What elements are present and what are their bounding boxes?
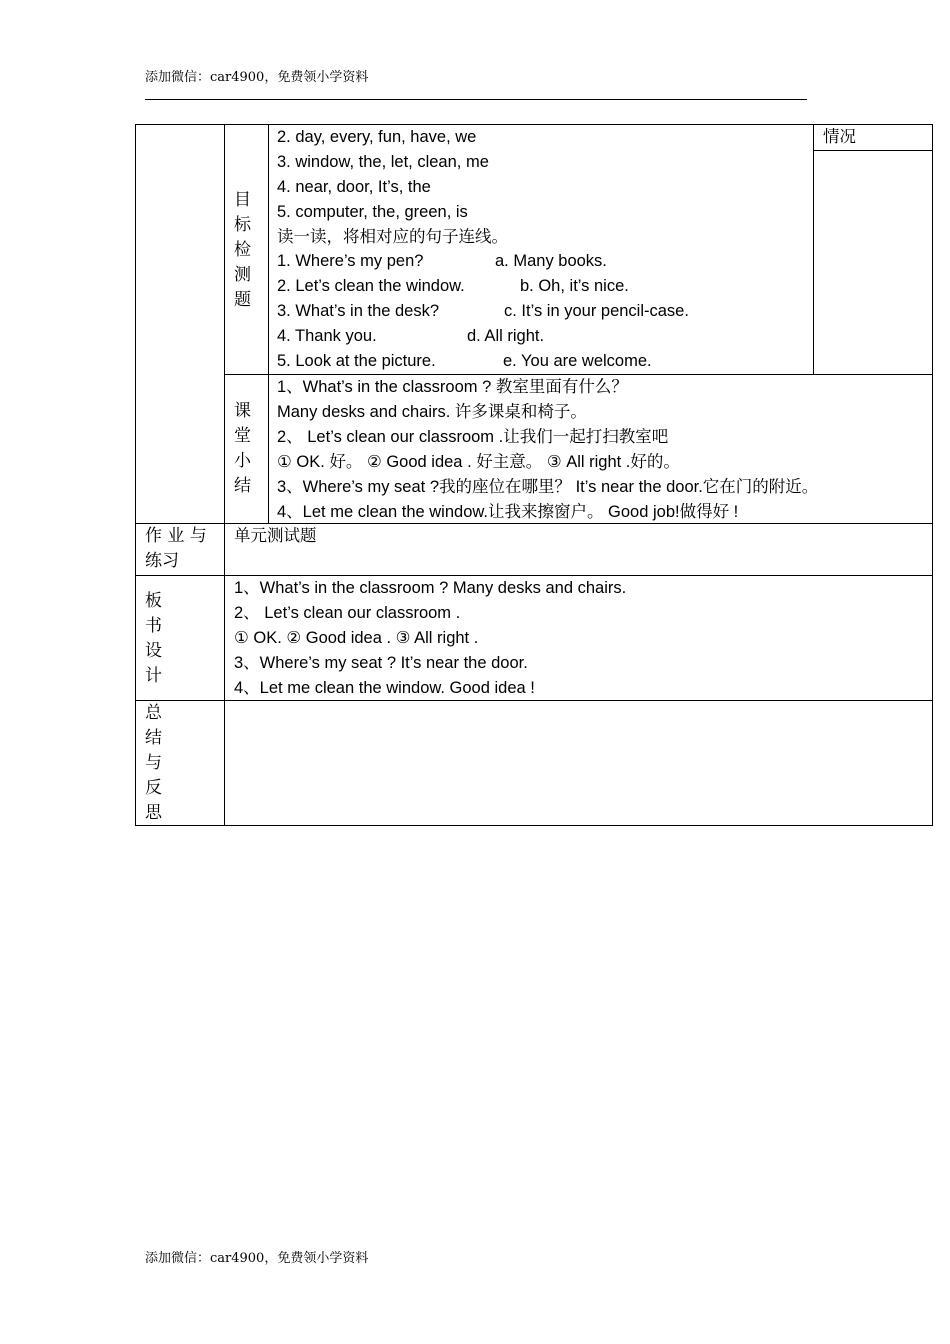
- header-note: 添加微信：car4900，免费领小学资料: [145, 70, 369, 85]
- target-test-line: 4. near, door, It’s, the: [277, 178, 431, 196]
- header-divider: [145, 99, 807, 100]
- target-test-label: 目 标 检 测 题: [234, 190, 251, 310]
- target-test-line: 3. window, the, let, clean, me: [277, 153, 489, 171]
- board-design-content-cell: [224, 575, 933, 701]
- board-line: 4、Let me clean the window. Good idea !: [234, 679, 535, 697]
- reflection-label: 总 结 与 反 思: [145, 703, 162, 823]
- footer-note: 添加微信：car4900，免费领小学资料: [145, 1251, 369, 1266]
- summary-line: ① OK. 好。 ② Good idea . 好主意。 ③ All right .好的。: [277, 453, 680, 471]
- homework-label-cell: [135, 523, 225, 576]
- homework-label-line1: 作 业 与: [145, 526, 207, 546]
- summary-line: 1、What’s in the classroom ? 教室里面有什么？: [277, 378, 628, 396]
- target-test-label-cell: [224, 124, 269, 375]
- board-design-label-cell: [135, 575, 225, 701]
- matching-left: 4. Thank you.: [277, 327, 377, 345]
- class-summary-content-cell: [268, 374, 933, 524]
- target-test-line: 5. computer, the, green, is: [277, 203, 468, 221]
- reflection-label-cell: [135, 700, 225, 826]
- status-label: 情况: [823, 127, 856, 146]
- board-line: 2、 Let’s clean our classroom .: [234, 604, 461, 622]
- reflection-content-cell: [224, 700, 933, 826]
- class-summary-label: 课 堂 小 结: [234, 401, 251, 496]
- target-test-line: 2. day, every, fun, have, we: [277, 128, 477, 146]
- homework-content: 单元测试题: [234, 526, 317, 545]
- status-header-cell: [813, 124, 933, 151]
- homework-label-line2: 练习: [145, 551, 179, 571]
- summary-line: 3、Where’s my seat ?我的座位在哪里？ It’s near the door.它在门的附近。: [277, 478, 819, 496]
- summary-line: 4、Let me clean the window.让我来擦窗户。 Good job!做得好 !: [277, 503, 739, 521]
- matching-left: 3. What’s in the desk?: [277, 302, 440, 320]
- blank-left-cell: [135, 124, 225, 524]
- matching-right: b. Oh, it’s nice.: [520, 277, 629, 295]
- status-value-cell: [813, 150, 933, 375]
- matching-right: d. All right.: [467, 327, 545, 345]
- board-line: ① OK. ② Good idea . ③ All right .: [234, 629, 479, 647]
- matching-right: e. You are welcome.: [503, 352, 652, 370]
- class-summary-label-cell: [224, 374, 269, 524]
- board-design-label: 板 书 设 计: [145, 591, 162, 686]
- homework-content-cell: [224, 523, 933, 576]
- summary-line: Many desks and chairs. 许多课桌和椅子。: [277, 403, 587, 421]
- summary-line: 2、 Let’s clean our classroom .让我们一起打扫教室吧: [277, 428, 669, 446]
- matching-left: 1. Where’s my pen?: [277, 252, 424, 270]
- matching-left: 5. Look at the picture.: [277, 352, 436, 370]
- matching-right: c. It’s in your pencil-case.: [504, 302, 689, 320]
- matching-right: a. Many books.: [495, 252, 607, 270]
- board-line: 1、What’s in the classroom ? Many desks and chairs.: [234, 579, 627, 597]
- target-test-instruction: 读一读，将相对应的句子连线。: [277, 227, 508, 246]
- target-test-content-cell: [268, 124, 814, 375]
- matching-left: 2. Let’s clean the window.: [277, 277, 465, 295]
- board-line: 3、Where’s my seat ? It’s near the door.: [234, 654, 528, 672]
